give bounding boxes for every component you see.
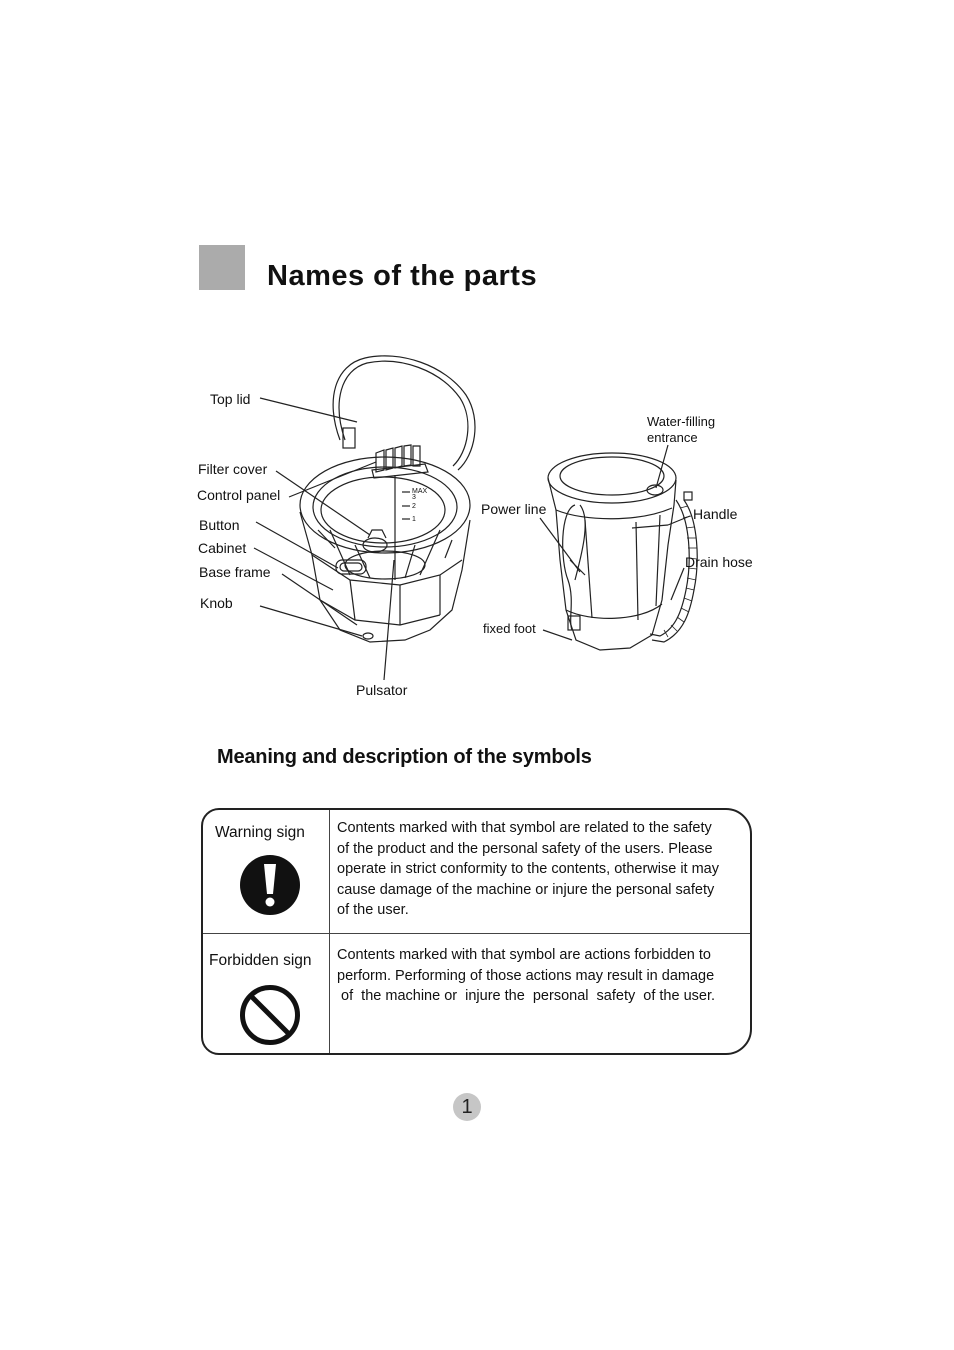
label-filter-cover: Filter cover <box>198 461 268 477</box>
section-heading: Meaning and description of the symbols <box>217 746 592 768</box>
forbidden-desc-line: Contents marked with that symbol are actions forbidden to <box>337 947 711 963</box>
forbidden-desc-line: perform. Performing of those actions may result in damage <box>337 967 715 984</box>
label-base-frame: Base frame <box>199 564 271 580</box>
warning-sign-description <box>337 818 719 921</box>
label-knob: Knob <box>200 595 233 611</box>
gauge-level-1: 1 <box>412 516 416 523</box>
forbidden-sign-name: Forbidden sign <box>209 952 312 969</box>
label-cabinet: Cabinet <box>198 540 247 556</box>
table-column-divider <box>329 810 330 1053</box>
label-pulsator: Pulsator <box>356 682 408 698</box>
exclamation-icon <box>239 854 301 916</box>
page-title: Names of the parts <box>267 260 538 292</box>
label-water-filling: Water-filling <box>647 414 716 429</box>
symbol-table <box>201 808 752 1055</box>
label-drain-hose: Drain hose <box>685 554 753 570</box>
gauge-level-3: 3 <box>412 494 416 501</box>
warning-desc-line: cause damage of the machine or injure the personal safety <box>337 881 715 898</box>
forbidden-desc-line: of the machine or injure the personal safety of the user. <box>337 988 716 1004</box>
table-row-divider <box>203 933 750 934</box>
prohibition-icon <box>239 984 301 1046</box>
label-water-filling-entrance: entrance <box>647 430 698 445</box>
label-button: Button <box>199 517 240 533</box>
label-power-line: Power line <box>481 501 547 517</box>
forbidden-sign-description <box>337 945 715 1007</box>
warning-desc-line: of the user. <box>337 902 409 918</box>
gauge-level-2: 2 <box>412 503 416 510</box>
gauge-max-label: MAX <box>412 488 428 495</box>
warning-desc-line: operate in strict conformity to the contents, otherwise it may <box>337 861 719 877</box>
page-number-badge: 1 <box>453 1093 481 1121</box>
warning-desc-line: Contents marked with that symbol are related to the safety <box>337 820 712 836</box>
warning-sign-name: Warning sign <box>215 824 305 841</box>
label-control-panel: Control panel <box>197 487 281 503</box>
label-fixed-foot: fixed foot <box>483 621 536 636</box>
label-handle: Handle <box>693 506 738 522</box>
warning-desc-line: of the product and the personal safety of the users. Please <box>337 840 713 857</box>
label-top-lid: Top lid <box>210 391 251 407</box>
